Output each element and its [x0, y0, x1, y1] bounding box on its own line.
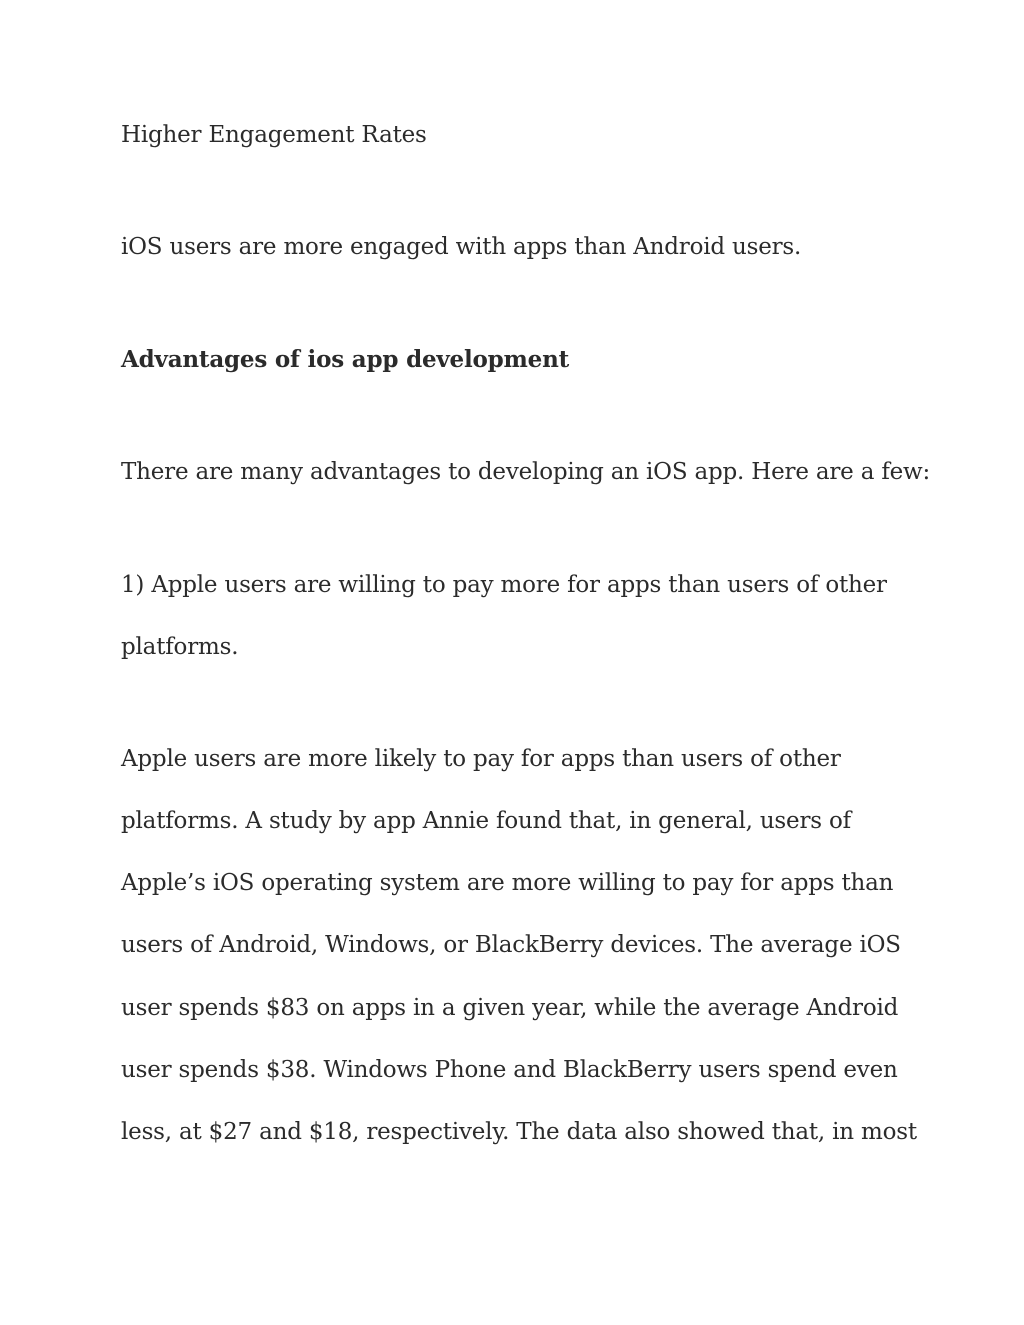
paragraph-line-2: platforms. A study by app Annie found that, in general, users of: [121, 808, 851, 834]
point-1-line-2: platforms.: [121, 634, 239, 660]
section-title: Advantages of ios app development: [121, 346, 570, 373]
lead-text: There are many advantages to developing an iOS app. Here are a few:: [121, 459, 931, 485]
paragraph-line-4: users of Android, Windows, or BlackBerry devices. The average iOS: [121, 932, 901, 958]
point-1-line-1: 1) Apple users are willing to pay more for apps than users of other: [121, 572, 887, 598]
paragraph-line-7: less, at $27 and $18, respectively. The data also showed that, in most: [121, 1119, 917, 1145]
paragraph-line-5: user spends $83 on apps in a given year, while the average Android: [121, 995, 899, 1021]
paragraph-line-3: Apple’s iOS operating system are more willing to pay for apps than: [121, 870, 894, 896]
paragraph-line-1: Apple users are more likely to pay for apps than users of other: [121, 746, 841, 772]
intro-text: iOS users are more engaged with apps than Android users.: [121, 234, 802, 260]
paragraph-line-6: user spends $38. Windows Phone and BlackBerry users spend even: [121, 1057, 898, 1083]
subheading: Higher Engagement Rates: [121, 122, 427, 148]
